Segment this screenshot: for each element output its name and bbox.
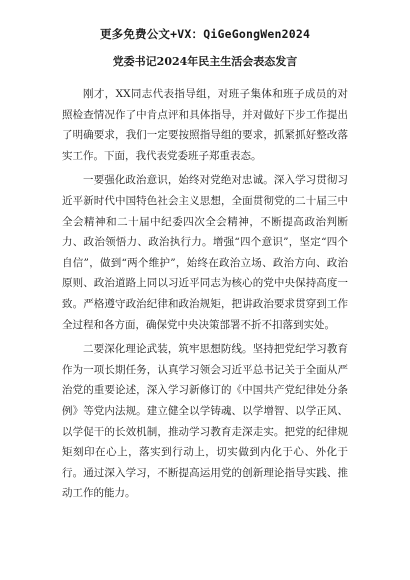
paragraph-theory-study: 二要深化理论武装，筑牢思想防线。坚持把党纪学习教育作为一项长期任务，认真学习领会习近平总书记关于全面从严治党的重要论述，深入学习新修订的《中国共产党纪律处分条例》等党内法规。建立健全以学铸魂、以学增智、以学正风、以学促干的长效机制，推动学习教育走深走实。把党的纪律规矩刻印在心上，落实到行动上，切实做到内化于心、外化于行。通过深入学习，不断提高运用党的创新理论指导实践、推动工作的能力。 <box>62 343 348 500</box>
promo-header: 更多免费公文+VX：QiGeGongWen2024 <box>99 27 311 41</box>
paragraph-political-awareness: 一要强化政治意识，始终对党绝对忠诚。深入学习贯彻习近平新时代中国特色社会主义思想，全面贯彻党的二十届三中全会精神和二十届中纪委四次全会精神，不断提高政治判断力、政治领悟力、政治执行力。增强“四个意识”，坚定“四个自信”，做到“两个维护”，始终在政治立场、政治方向、政治原则、政治道路上同以习近平同志为核心的党中央保持高度一致。严格遵守政治纪律和政治规矩，把讲政治要求贯穿到工作全过程和各方面，确保党中央决策部署不折不扣落到实处。 <box>62 174 348 331</box>
paragraph-intro: 刚才，XX同志代表指导组，对班子集体和班子成员的对照检查情况作了中肯点评和具体指导，并对做好下步工作提出了明确要求，我们一定要按照指导组的要求，抓紧抓好整改落实工作。下面，我代表党委班子郑重表态。 <box>62 88 348 162</box>
document-title: 党委书记2024年民主生活会表态发言 <box>112 55 298 68</box>
